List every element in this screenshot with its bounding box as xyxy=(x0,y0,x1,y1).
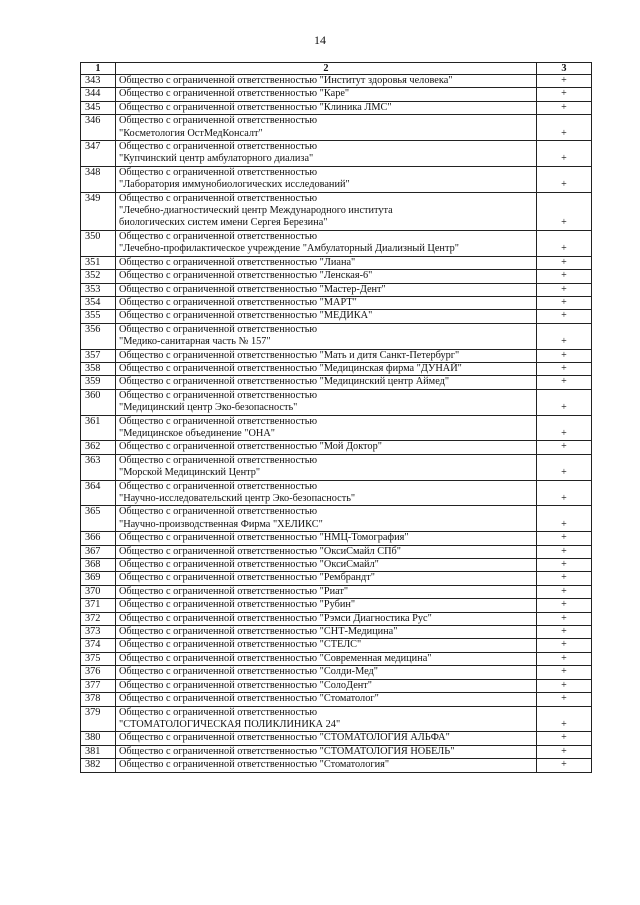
table-row xyxy=(81,230,592,256)
table-row xyxy=(81,270,592,283)
organization-name xyxy=(116,732,537,745)
row-number: 380 xyxy=(81,732,116,745)
row-number: 354 xyxy=(81,296,116,309)
organization-name xyxy=(116,612,537,625)
organization-name-line: "Купчинский центр амбулаторного диализа" xyxy=(119,153,314,165)
table-row xyxy=(81,454,592,480)
inclusion-mark: + xyxy=(537,732,592,745)
organization-name xyxy=(116,745,537,758)
inclusion-mark: + xyxy=(537,192,592,230)
inclusion-mark: + xyxy=(537,101,592,114)
organization-name-line: Общество с ограниченной ответственностью "Каре" xyxy=(119,88,350,100)
organization-name-line: Общество с ограниченной ответственностью xyxy=(119,323,318,335)
header-row xyxy=(81,63,592,75)
inclusion-mark: + xyxy=(537,572,592,585)
table-row xyxy=(81,88,592,101)
organization-name-line: Общество с ограниченной ответственностью xyxy=(119,706,318,718)
table-row xyxy=(81,376,592,389)
row-number: 370 xyxy=(81,585,116,598)
organization-name-line: Общество с ограниченной ответственностью "Риат" xyxy=(119,585,349,597)
organization-name-line: Общество с ограниченной ответственностью "Стоматология" xyxy=(119,759,390,771)
organization-name xyxy=(116,296,537,309)
page-number: 14 xyxy=(314,33,326,47)
organization-name xyxy=(116,75,537,88)
header-col-1: 1 xyxy=(81,63,116,75)
table-row xyxy=(81,310,592,323)
organization-name-line: Общество с ограниченной ответственностью xyxy=(119,192,318,204)
organization-name-line: Общество с ограниченной ответственностью "СНТ-Медицина" xyxy=(119,626,398,638)
organization-name xyxy=(116,256,537,269)
inclusion-mark: + xyxy=(537,506,592,532)
inclusion-mark: + xyxy=(537,626,592,639)
organization-name-line: Общество с ограниченной ответственностью "Мастер-Дент" xyxy=(119,283,386,295)
row-number: 347 xyxy=(81,141,116,167)
inclusion-mark: + xyxy=(537,759,592,772)
organization-name-line: Общество с ограниченной ответственностью "Солди-Мед" xyxy=(119,666,378,678)
row-number: 348 xyxy=(81,166,116,192)
table-row xyxy=(81,283,592,296)
inclusion-mark: + xyxy=(537,75,592,88)
row-number: 367 xyxy=(81,545,116,558)
organization-name xyxy=(116,230,537,256)
inclusion-mark: + xyxy=(537,559,592,572)
inclusion-mark: + xyxy=(537,376,592,389)
inclusion-mark: + xyxy=(537,310,592,323)
table-body xyxy=(81,75,592,773)
inclusion-mark: + xyxy=(537,362,592,375)
inclusion-mark: + xyxy=(537,166,592,192)
organization-name-line: "Морской Медицинский Центр" xyxy=(119,467,261,479)
table-row xyxy=(81,666,592,679)
organization-name-line: Общество с ограниченной ответственностью "Институт здоровья человека" xyxy=(119,75,453,86)
row-number: 343 xyxy=(81,75,116,88)
organization-name-line: Общество с ограниченной ответственностью "Ленская-6" xyxy=(119,270,373,282)
organization-name xyxy=(116,706,537,732)
row-number: 371 xyxy=(81,599,116,612)
organization-name xyxy=(116,759,537,772)
row-number: 377 xyxy=(81,679,116,692)
header-col-2: 2 xyxy=(116,63,537,75)
organization-name-line: Общество с ограниченной ответственностью "ОксиСмайл СПб" xyxy=(119,545,402,557)
inclusion-mark: + xyxy=(537,679,592,692)
organization-name xyxy=(116,349,537,362)
row-number: 352 xyxy=(81,270,116,283)
organization-name-line: Общество с ограниченной ответственностью "Медицинская фирма "ДУНАЙ" xyxy=(119,362,462,374)
inclusion-mark: + xyxy=(537,545,592,558)
organization-name xyxy=(116,454,537,480)
inclusion-mark: + xyxy=(537,115,592,141)
organization-name xyxy=(116,652,537,665)
row-number: 358 xyxy=(81,362,116,375)
organization-name xyxy=(116,362,537,375)
organization-name-line: Общество с ограниченной ответственностью "ОксиСмайл" xyxy=(119,559,379,571)
inclusion-mark: + xyxy=(537,256,592,269)
row-number: 373 xyxy=(81,626,116,639)
table-row xyxy=(81,559,592,572)
row-number: 376 xyxy=(81,666,116,679)
table-row xyxy=(81,101,592,114)
row-number: 353 xyxy=(81,283,116,296)
row-number: 365 xyxy=(81,506,116,532)
inclusion-mark: + xyxy=(537,141,592,167)
organization-name xyxy=(116,166,537,192)
row-number: 382 xyxy=(81,759,116,772)
organization-name-line: "Научно-исследовательский центр Эко-безопасность" xyxy=(119,493,356,504)
table-row xyxy=(81,693,592,706)
organization-name-line: "Косметология ОстМедКонсалт" xyxy=(119,127,263,139)
row-number: 374 xyxy=(81,639,116,652)
organization-name-line: Общество с ограниченной ответственностью "Рэмси Диагностика Рус" xyxy=(119,612,432,624)
table-row xyxy=(81,415,592,441)
organization-name xyxy=(116,480,537,506)
organization-name xyxy=(116,545,537,558)
table-row xyxy=(81,612,592,625)
organization-name-line: "Медицинский центр Эко-безопасность" xyxy=(119,402,298,414)
inclusion-mark: + xyxy=(537,612,592,625)
row-number: 349 xyxy=(81,192,116,230)
inclusion-mark: + xyxy=(537,693,592,706)
inclusion-mark: + xyxy=(537,532,592,545)
organization-name xyxy=(116,572,537,585)
organization-name-line: Общество с ограниченной ответственностью "НМЦ-Томография" xyxy=(119,532,409,544)
row-number: 372 xyxy=(81,612,116,625)
row-number: 355 xyxy=(81,310,116,323)
inclusion-mark: + xyxy=(537,454,592,480)
row-number: 368 xyxy=(81,559,116,572)
organization-name xyxy=(116,441,537,454)
row-number: 364 xyxy=(81,480,116,506)
organization-name xyxy=(116,115,537,141)
organization-name-line: "СТОМАТОЛОГИЧЕСКАЯ ПОЛИКЛИНИКА 24" xyxy=(119,718,341,730)
row-number: 363 xyxy=(81,454,116,480)
organization-name-line: Общество с ограниченной ответственностью "МАРТ" xyxy=(119,296,357,308)
organization-name xyxy=(116,323,537,349)
organization-name xyxy=(116,283,537,296)
organization-name-line: Общество с ограниченной ответственностью xyxy=(119,506,318,518)
organization-name-line: Общество с ограниченной ответственностью "Современная медицина" xyxy=(119,652,432,664)
table-row xyxy=(81,599,592,612)
organization-name xyxy=(116,192,537,230)
organization-name-line: "Медико-санитарная часть № 157" xyxy=(119,336,271,348)
table-row xyxy=(81,480,592,506)
table-row xyxy=(81,192,592,230)
organization-name-line: "Лаборатория иммунобиологических исследований" xyxy=(119,179,350,191)
organization-name xyxy=(116,310,537,323)
row-number: 345 xyxy=(81,101,116,114)
organization-name-line: Общество с ограниченной ответственностью "Медицинский центр Аймед" xyxy=(119,376,450,388)
table-row xyxy=(81,759,592,772)
table-row xyxy=(81,639,592,652)
row-number: 378 xyxy=(81,693,116,706)
row-number: 344 xyxy=(81,88,116,101)
table-row xyxy=(81,626,592,639)
organization-name-line: биологических систем имени Сергея Березина" xyxy=(119,217,328,229)
table-row xyxy=(81,441,592,454)
organization-name-line: Общество с ограниченной ответственностью "Мать и дитя Санкт-Петербург" xyxy=(119,349,460,361)
organization-name-line: Общество с ограниченной ответственностью "СолоДент" xyxy=(119,679,372,691)
inclusion-mark: + xyxy=(537,283,592,296)
organization-name-line: Общество с ограниченной ответственностью "Рембрандт" xyxy=(119,572,375,584)
inclusion-mark: + xyxy=(537,270,592,283)
inclusion-mark: + xyxy=(537,88,592,101)
table-row xyxy=(81,349,592,362)
organization-name xyxy=(116,639,537,652)
row-number: 362 xyxy=(81,441,116,454)
organization-name-line: Общество с ограниченной ответственностью "Клиника ЛМС" xyxy=(119,101,392,113)
inclusion-mark: + xyxy=(537,639,592,652)
row-number: 356 xyxy=(81,323,116,349)
organization-name-line: Общество с ограниченной ответственностью xyxy=(119,415,318,427)
inclusion-mark: + xyxy=(537,480,592,506)
inclusion-mark: + xyxy=(537,323,592,349)
organization-name xyxy=(116,693,537,706)
organization-name xyxy=(116,506,537,532)
inclusion-mark: + xyxy=(537,389,592,415)
table-row xyxy=(81,706,592,732)
inclusion-mark: + xyxy=(537,441,592,454)
organization-name xyxy=(116,666,537,679)
table-row xyxy=(81,506,592,532)
organization-name xyxy=(116,585,537,598)
inclusion-mark: + xyxy=(537,230,592,256)
organization-name xyxy=(116,141,537,167)
row-number: 379 xyxy=(81,706,116,732)
inclusion-mark: + xyxy=(537,666,592,679)
organization-name xyxy=(116,389,537,415)
organizations-table xyxy=(80,62,592,773)
row-number: 375 xyxy=(81,652,116,665)
organization-name xyxy=(116,270,537,283)
organization-name-line: "Лечебно-диагностический центр Международного института xyxy=(119,205,393,217)
organization-name xyxy=(116,376,537,389)
inclusion-mark: + xyxy=(537,652,592,665)
organization-name-line: Общество с ограниченной ответственностью "Стоматолог" xyxy=(119,693,379,705)
organization-name xyxy=(116,101,537,114)
organization-name-line: Общество с ограниченной ответственностью "Мой Доктор" xyxy=(119,441,382,453)
table-row xyxy=(81,166,592,192)
table-row xyxy=(81,256,592,269)
organization-name xyxy=(116,88,537,101)
inclusion-mark: + xyxy=(537,599,592,612)
organization-name-line: Общество с ограниченной ответственностью xyxy=(119,480,318,492)
header-col-3: 3 xyxy=(537,63,592,75)
table-row xyxy=(81,585,592,598)
organization-name-line: Общество с ограниченной ответственностью xyxy=(119,141,318,153)
inclusion-mark: + xyxy=(537,745,592,758)
row-number: 351 xyxy=(81,256,116,269)
row-number: 361 xyxy=(81,415,116,441)
row-number: 369 xyxy=(81,572,116,585)
inclusion-mark: + xyxy=(537,585,592,598)
organization-name xyxy=(116,559,537,572)
organization-name-line: Общество с ограниченной ответственностью "МЕДИКА" xyxy=(119,310,373,322)
inclusion-mark: + xyxy=(537,349,592,362)
inclusion-mark: + xyxy=(537,706,592,732)
row-number: 357 xyxy=(81,349,116,362)
table-row xyxy=(81,389,592,415)
row-number: 350 xyxy=(81,230,116,256)
row-number: 381 xyxy=(81,745,116,758)
table-row xyxy=(81,679,592,692)
organization-name-line: Общество с ограниченной ответственностью "СТОМАТОЛОГИЯ НОБЕЛЬ" xyxy=(119,745,455,757)
table-row xyxy=(81,732,592,745)
organization-name-line: "Научно-производственная Фирма "ХЕЛИКС" xyxy=(119,518,323,530)
organization-name-line: "Лечебно-профилактическое учреждение "Амбулаторный Диализный Центр" xyxy=(119,243,459,255)
table-row xyxy=(81,745,592,758)
table-row xyxy=(81,141,592,167)
organization-name-line: Общество с ограниченной ответственностью "Лиана" xyxy=(119,256,356,268)
organization-name-line: Общество с ограниченной ответственностью "Рубин" xyxy=(119,599,356,611)
table-row xyxy=(81,652,592,665)
table-row xyxy=(81,545,592,558)
organization-name-line: Общество с ограниченной ответственностью xyxy=(119,166,318,178)
table-row xyxy=(81,362,592,375)
organization-name xyxy=(116,532,537,545)
organization-name xyxy=(116,679,537,692)
table-row xyxy=(81,115,592,141)
row-number: 359 xyxy=(81,376,116,389)
inclusion-mark: + xyxy=(537,415,592,441)
table-row xyxy=(81,323,592,349)
row-number: 346 xyxy=(81,115,116,141)
organization-name-line: Общество с ограниченной ответственностью xyxy=(119,230,318,242)
table-row xyxy=(81,572,592,585)
organization-name xyxy=(116,415,537,441)
organization-name-line: Общество с ограниченной ответственностью xyxy=(119,115,318,127)
organization-name-line: "Медицинское объединение "ОНА" xyxy=(119,427,276,439)
organization-name-line: Общество с ограниченной ответственностью "СТЕЛС" xyxy=(119,639,362,651)
organization-name xyxy=(116,626,537,639)
table-row xyxy=(81,296,592,309)
organization-name-line: Общество с ограниченной ответственностью "СТОМАТОЛОГИЯ АЛЬФА" xyxy=(119,732,450,744)
organization-name xyxy=(116,599,537,612)
organization-name-line: Общество с ограниченной ответственностью xyxy=(119,389,318,401)
table-row xyxy=(81,532,592,545)
inclusion-mark: + xyxy=(537,296,592,309)
row-number: 366 xyxy=(81,532,116,545)
table-row xyxy=(81,75,592,88)
organization-name-line: Общество с ограниченной ответственностью xyxy=(119,454,318,466)
row-number: 360 xyxy=(81,389,116,415)
